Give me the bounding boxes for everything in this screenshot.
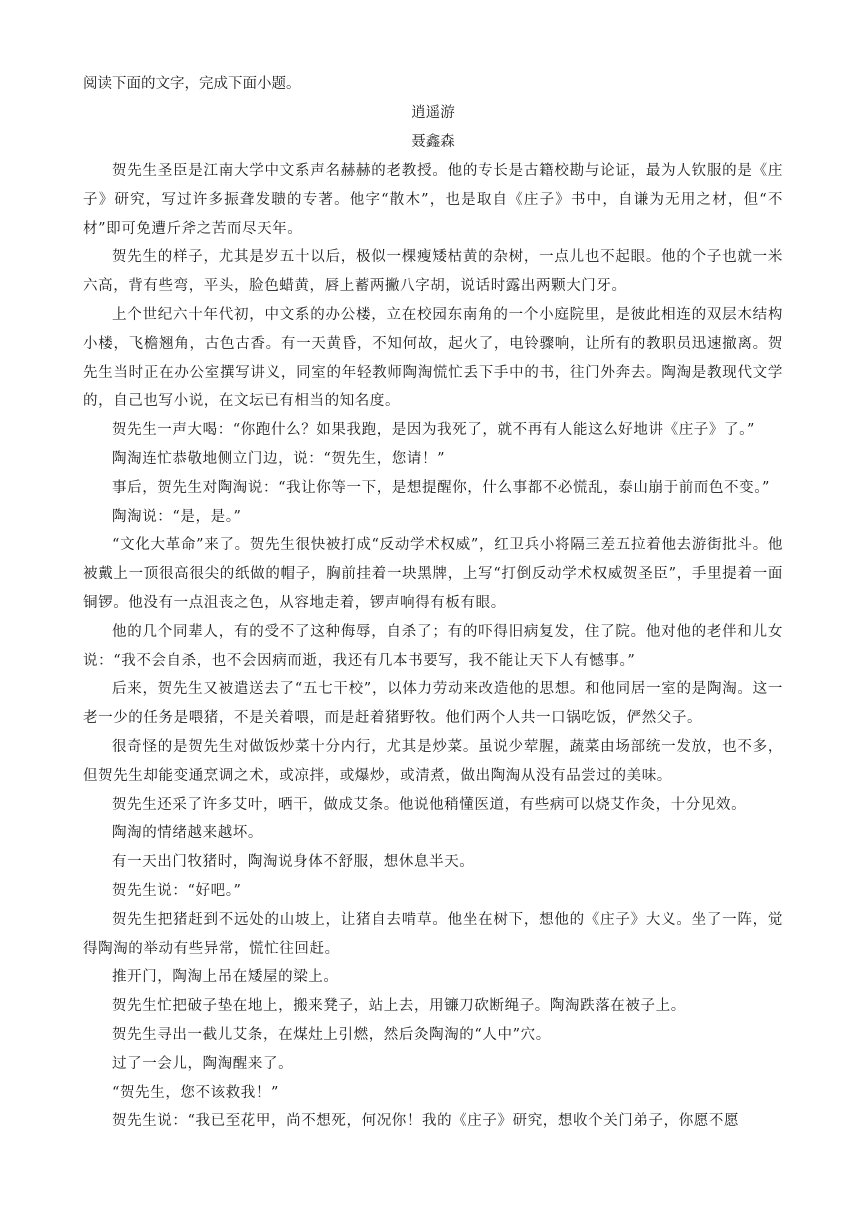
paragraph: 很奇怪的是贺先生对做饭炒菜十分内行，尤其是炒菜。虽说少荤腥，蔬菜由场部统一发放，也不多，但贺先生却能变通烹调之术，或凉拌，或爆炒，或清煮，做出陶淘从没有品尝过的美味。 <box>83 738 783 784</box>
article-body <box>83 157 783 1136</box>
article-author: 聂鑫森 <box>411 134 455 150</box>
paragraph: 贺先生说：“我已至花甲，尚不想死，何况你！我的《庄子》研究，想收个关门弟子，你愿不愿 <box>112 1113 740 1130</box>
document-page <box>83 70 783 1136</box>
paragraph: 他的几个同辈人，有的受不了这种侮辱，自杀了；有的吓得旧病复发，住了院。他对他的老伴和儿女说：“我不会自杀，也不会因病而逝，我还有几本书要写，我不能让天下人有憾事。” <box>83 623 783 669</box>
paragraph: 陶淘连忙恭敬地侧立门边，说：“贺先生，您请！” <box>112 450 446 467</box>
paragraph: 贺先生一声大喝：“你跑什么？如果我跑，是因为我死了，就不再有人能这么好地讲《庄子》了。” <box>112 422 755 439</box>
paragraph: 陶淘的情绪越来越坏。 <box>112 825 263 842</box>
paragraph: 推开门，陶淘上吊在矮屋的梁上。 <box>112 969 339 986</box>
paragraph: 后来，贺先生又被遣送去了“五七干校”，以体力劳动来改造他的思想。和他同居一室的是陶淘。这一老一少的任务是喂猪，不是关着喂，而是赶着猪野牧。他们两个人共一口锅吃饭，俨然父子。 <box>83 681 783 727</box>
paragraph: 有一天出门牧猪时，陶淘说身体不舒服，想休息半天。 <box>112 854 475 871</box>
paragraph: 贺先生的样子，尤其是岁五十以后，极似一棵瘦矮枯黄的杂树，一点儿也不起眼。他的个子也就一米六高，背有些弯，平头，脸色蜡黄，唇上蓄两撇八字胡，说话时露出两颗大门牙。 <box>83 249 783 295</box>
article-title: 逍遥游 <box>411 105 455 121</box>
paragraph: “文化大革命”来了。贺先生很快被打成“反动学术权威”，红卫兵小将隔三差五拉着他去游街批斗。他被戴上一顶很高很尖的纸做的帽子，胸前挂着一块黑牌，上写“打倒反动学术权威贺圣臣”，手里提着一面铜锣。他没有一点沮丧之色，从容地走着，锣声响得有板有眼。 <box>83 537 783 611</box>
paragraph: 过了一会儿，陶淘醒来了。 <box>112 1055 294 1072</box>
paragraph: 贺先生圣臣是江南大学中文系声名赫赫的老教授。他的专长是古籍校勘与论证，最为人钦服的是《庄子》研究，写过许多振聋发聩的专著。他字“散木”，也是取自《庄子》书中，自谦为无用之材，但“不材”即可免遭斤斧之苦而尽天年。 <box>83 163 783 237</box>
paragraph: 贺先生寻出一截儿艾条，在煤灶上引燃，然后灸陶淘的“人中”穴。 <box>112 1026 551 1043</box>
paragraph: “贺先生，您不该救我！” <box>112 1084 280 1101</box>
paragraph: 事后，贺先生对陶淘说：“我让你等一下，是想提醒你，什么事都不必慌乱，泰山崩于前而色不变。” <box>112 479 771 496</box>
instruction-text: 阅读下面的文字，完成下面小题。 <box>83 76 301 92</box>
paragraph: 贺先生还采了许多艾叶，晒干，做成艾条。他说他稍懂医道，有些病可以烧艾作灸，十分见效。 <box>112 796 747 813</box>
paragraph: 贺先生把猪赶到不远处的山坡上，让猪自去啃草。他坐在树下，想他的《庄子》大义。坐了一阵，觉得陶淘的举动有些异常，慌忙往回赶。 <box>83 911 783 957</box>
paragraph: 贺先生忙把破子垫在地上，搬来凳子，站上去，用镰刀砍断绳子。陶淘跌落在被子上。 <box>112 998 686 1015</box>
paragraph: 陶淘说：“是，是。” <box>112 508 242 525</box>
paragraph: 贺先生说：“好吧。” <box>112 882 242 899</box>
paragraph: 上个世纪六十年代初，中文系的办公楼，立在校园东南角的一个小庭院里，是彼此相连的双层木结构小楼，飞檐翘角，古色古香。有一天黄昏，不知何故，起火了，电铃骤响，让所有的教职员迅速撤离。贺先生当时正在办公室撰写讲义，同室的年轻教师陶淘慌忙丢下手中的书，往门外奔去。陶淘是教现代文学的，自己也写小说，在文坛已有相当的知名度。 <box>83 306 783 410</box>
